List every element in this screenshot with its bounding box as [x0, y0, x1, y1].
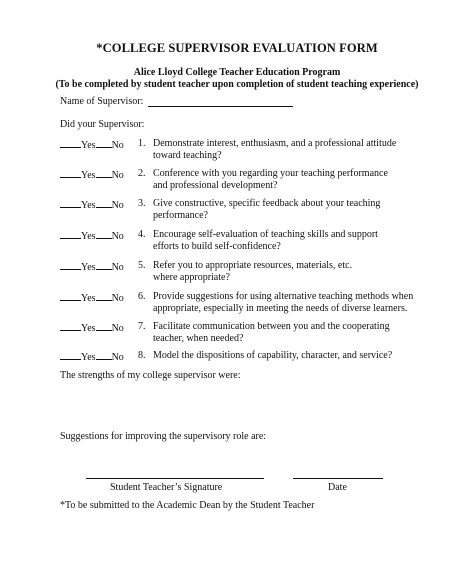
item-text-line1: Demonstrate interest, enthusiasm, and a professional attitude — [153, 138, 397, 149]
no-label: No — [111, 200, 124, 211]
no-label: No — [111, 231, 124, 242]
supervisor-name-field[interactable] — [148, 106, 293, 107]
yes-label: Yes — [81, 200, 96, 211]
item-text-line2: where appropriate? — [153, 272, 230, 283]
yes-blank[interactable] — [60, 138, 81, 148]
no-blank[interactable] — [96, 321, 112, 331]
item-text-line1: Encourage self-evaluation of teaching skills and support — [153, 229, 378, 240]
item-number: 2. — [138, 168, 146, 179]
supervisor-name-label: Name of Supervisor: — [60, 96, 144, 107]
item-number: 7. — [138, 321, 146, 332]
item-text — [153, 198, 473, 222]
item-number: 5. — [138, 260, 146, 271]
item-text-line2: toward teaching? — [153, 150, 222, 161]
item-text-line1: Conference with you regarding your teaching performance — [153, 168, 388, 179]
footnote: *To be submitted to the Academic Dean by the Student Teacher — [60, 500, 315, 511]
item-text — [153, 229, 473, 253]
yes-blank[interactable] — [60, 350, 81, 360]
no-label: No — [111, 293, 124, 304]
yes-label: Yes — [81, 293, 96, 304]
program-name: Alice Lloyd College Teacher Education Program — [133, 67, 341, 78]
item-text-line2: appropriate, especially in meeting the needs of diverse learners. — [153, 303, 408, 314]
yes-label: Yes — [81, 231, 96, 242]
yes-label: Yes — [81, 170, 96, 181]
did-your-supervisor-label: Did your Supervisor: — [60, 119, 145, 130]
no-blank[interactable] — [96, 229, 112, 239]
no-blank[interactable] — [96, 138, 112, 148]
no-label: No — [111, 140, 124, 151]
item-text-line2: performance? — [153, 210, 208, 221]
yes-blank[interactable] — [60, 168, 81, 178]
item-text — [153, 138, 473, 162]
item-text-line2: and professional development? — [153, 180, 278, 191]
date-line[interactable] — [293, 478, 383, 479]
yes-blank[interactable] — [60, 260, 81, 270]
form-instruction: (To be completed by student teacher upon completion of student teaching experience) — [55, 79, 419, 90]
yes-blank[interactable] — [60, 198, 81, 208]
evaluation-item — [60, 229, 378, 252]
item-text-line1: Give constructive, specific feedback about your teaching — [153, 198, 381, 209]
form-title: *COLLEGE SUPERVISOR EVALUATION FORM — [96, 41, 378, 55]
evaluation-item — [60, 260, 353, 283]
no-blank[interactable] — [96, 260, 112, 270]
item-number: 3. — [138, 198, 146, 209]
item-text-line2: teacher, when needed? — [153, 333, 244, 344]
no-label: No — [111, 170, 124, 181]
no-label: No — [111, 352, 124, 363]
item-number: 6. — [138, 291, 146, 302]
item-number: 4. — [138, 229, 146, 240]
suggestions-label: Suggestions for improving the supervisory role are: — [60, 431, 267, 442]
item-text-line1: Facilitate communication between you and the cooperating — [153, 321, 390, 332]
yes-blank[interactable] — [60, 291, 81, 301]
signature-label: Student Teacher’s Signature — [110, 482, 223, 493]
yes-label: Yes — [81, 140, 96, 151]
item-text-line2: efforts to build self-confidence? — [153, 241, 281, 252]
yes-label: Yes — [81, 323, 96, 334]
item-text — [153, 350, 473, 362]
item-text — [153, 260, 473, 284]
item-text — [153, 291, 473, 315]
evaluation-item — [60, 168, 388, 191]
no-label: No — [111, 262, 124, 273]
item-number: 8. — [138, 350, 146, 361]
item-text-line1: Provide suggestions for using alternative teaching methods when — [153, 291, 414, 302]
yes-blank[interactable] — [60, 321, 81, 331]
no-blank[interactable] — [96, 198, 112, 208]
item-text — [153, 321, 473, 345]
item-text-line1: Refer you to appropriate resources, materials, etc. — [153, 260, 353, 271]
yes-label: Yes — [81, 262, 96, 273]
evaluation-item — [60, 198, 381, 221]
strengths-label: The strengths of my college supervisor were: — [60, 370, 241, 381]
item-text-line1: Model the dispositions of capability, character, and service? — [153, 350, 393, 361]
evaluation-item — [60, 321, 390, 344]
no-label: No — [111, 323, 124, 334]
signature-line[interactable] — [86, 478, 264, 479]
no-blank[interactable] — [96, 291, 112, 301]
evaluation-item — [60, 138, 397, 161]
no-blank[interactable] — [96, 168, 112, 178]
no-blank[interactable] — [96, 350, 112, 360]
item-number: 1. — [138, 138, 146, 149]
evaluation-item — [60, 291, 414, 314]
item-text — [153, 168, 473, 192]
yes-blank[interactable] — [60, 229, 81, 239]
evaluation-item — [60, 350, 393, 364]
yes-label: Yes — [81, 352, 96, 363]
date-label: Date — [328, 482, 347, 493]
